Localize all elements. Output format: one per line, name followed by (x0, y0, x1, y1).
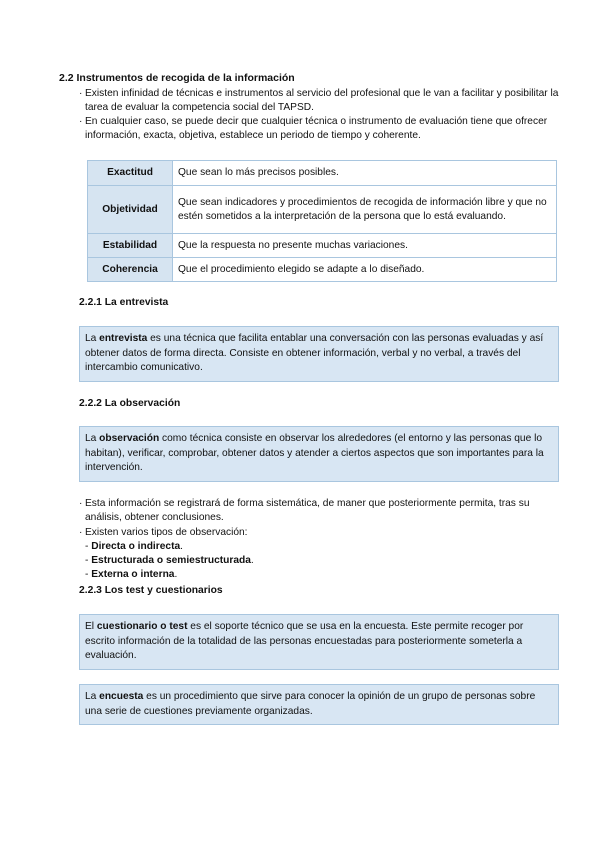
observacion-prefix: La (85, 433, 100, 444)
table-row (88, 161, 557, 186)
type-end: . (250, 555, 254, 567)
list-item (79, 554, 559, 568)
cuestionario-box (79, 614, 559, 670)
encuesta-prefix: La (85, 691, 100, 702)
intro-bullet: · En cualquier caso, se puede decir que cualquier técnica o instrumento de evaluación tiene que ofrecer información, exacta, objetiva, establece un periodo de tiempo y coherente. (79, 115, 559, 143)
intro-bullets (79, 87, 559, 143)
entrevista-prefix: La (85, 333, 100, 344)
criteria-description: Que sean indicadores y procedimientos de recogida de información libre y que no estén sometidos a la interpretación de la persona que lo está evaluando. (173, 186, 557, 234)
criteria-description: Que la respuesta no presente muchas variaciones. (173, 234, 557, 258)
heading-test: 2.2.3 Los test y cuestionarios (79, 585, 223, 596)
observacion-bullet: · Existen varios tipos de observación: (79, 526, 559, 540)
list-item (79, 568, 559, 582)
section-title: 2.2 Instrumentos de recogida de la información (59, 72, 295, 84)
criteria-description: Que el procedimiento elegido se adapte a lo diseñado. (173, 258, 557, 282)
heading-observacion: 2.2.2 La observación (79, 398, 181, 409)
criteria-term: Exactitud (88, 161, 173, 186)
type-term: Directa o indirecta (91, 540, 181, 552)
heading-entrevista: 2.2.1 La entrevista (79, 297, 169, 308)
entrevista-text: es una técnica que facilita entablar una conversación con las personas evaluadas y así obtener datos de forma directa. Consiste en obtener información, verbal y no verbal, a través del intercambio comunicativo. (85, 333, 544, 373)
criteria-table (87, 160, 557, 282)
encuesta-term: encuesta (99, 691, 144, 702)
type-end: . (174, 569, 178, 581)
entrevista-term: entrevista (99, 333, 148, 344)
type-dash: - (85, 569, 92, 581)
table-row (88, 186, 557, 234)
observacion-box (79, 426, 559, 482)
cuestionario-prefix: El (85, 621, 97, 632)
type-dash: - (85, 555, 92, 567)
observacion-term: observación (99, 433, 160, 444)
entrevista-box (79, 326, 559, 382)
intro-bullet: · Existen infinidad de técnicas e instrumentos al servicio del profesional que le van a facilitar y posibilitar la tarea de evaluar la competencia social del TAPSD. (79, 87, 559, 115)
type-term: Estructurada o semiestructurada (91, 555, 251, 567)
encuesta-text: es un procedimiento que sirve para conocer la opinión de un grupo de personas sobre una serie de cuestiones previamente organizadas. (85, 691, 536, 717)
observacion-text: como técnica consiste en observar los alrededores (el entorno y las personas que lo habitan), verificar, comprobar, obtener datos y atender a ciertos aspectos que son importantes para la intervención. (85, 433, 544, 473)
type-dash: - (85, 540, 92, 552)
table-row (88, 234, 557, 258)
type-end: . (180, 540, 183, 552)
type-term: Externa o interna (91, 569, 175, 581)
cuestionario-term: cuestionario o test (96, 621, 188, 632)
encuesta-box (79, 684, 559, 725)
criteria-term: Objetividad (88, 186, 173, 234)
cuestionario-text: es el soporte técnico que se usa en la encuesta. Este permite recoger por escrito información de la totalidad de las personas encuestadas para posteriormente someterla a evaluación. (85, 621, 524, 661)
criteria-term: Estabilidad (88, 234, 173, 258)
criteria-term: Coherencia (88, 258, 173, 282)
list-item (79, 540, 559, 554)
observacion-bullet: · Esta información se registrará de forma sistemática, de maner que posteriormente permita, tras su análisis, obtener conclusiones. (79, 497, 559, 526)
table-row (88, 258, 557, 282)
criteria-description: Que sean lo más precisos posibles. (173, 161, 557, 186)
observacion-details (79, 497, 559, 583)
